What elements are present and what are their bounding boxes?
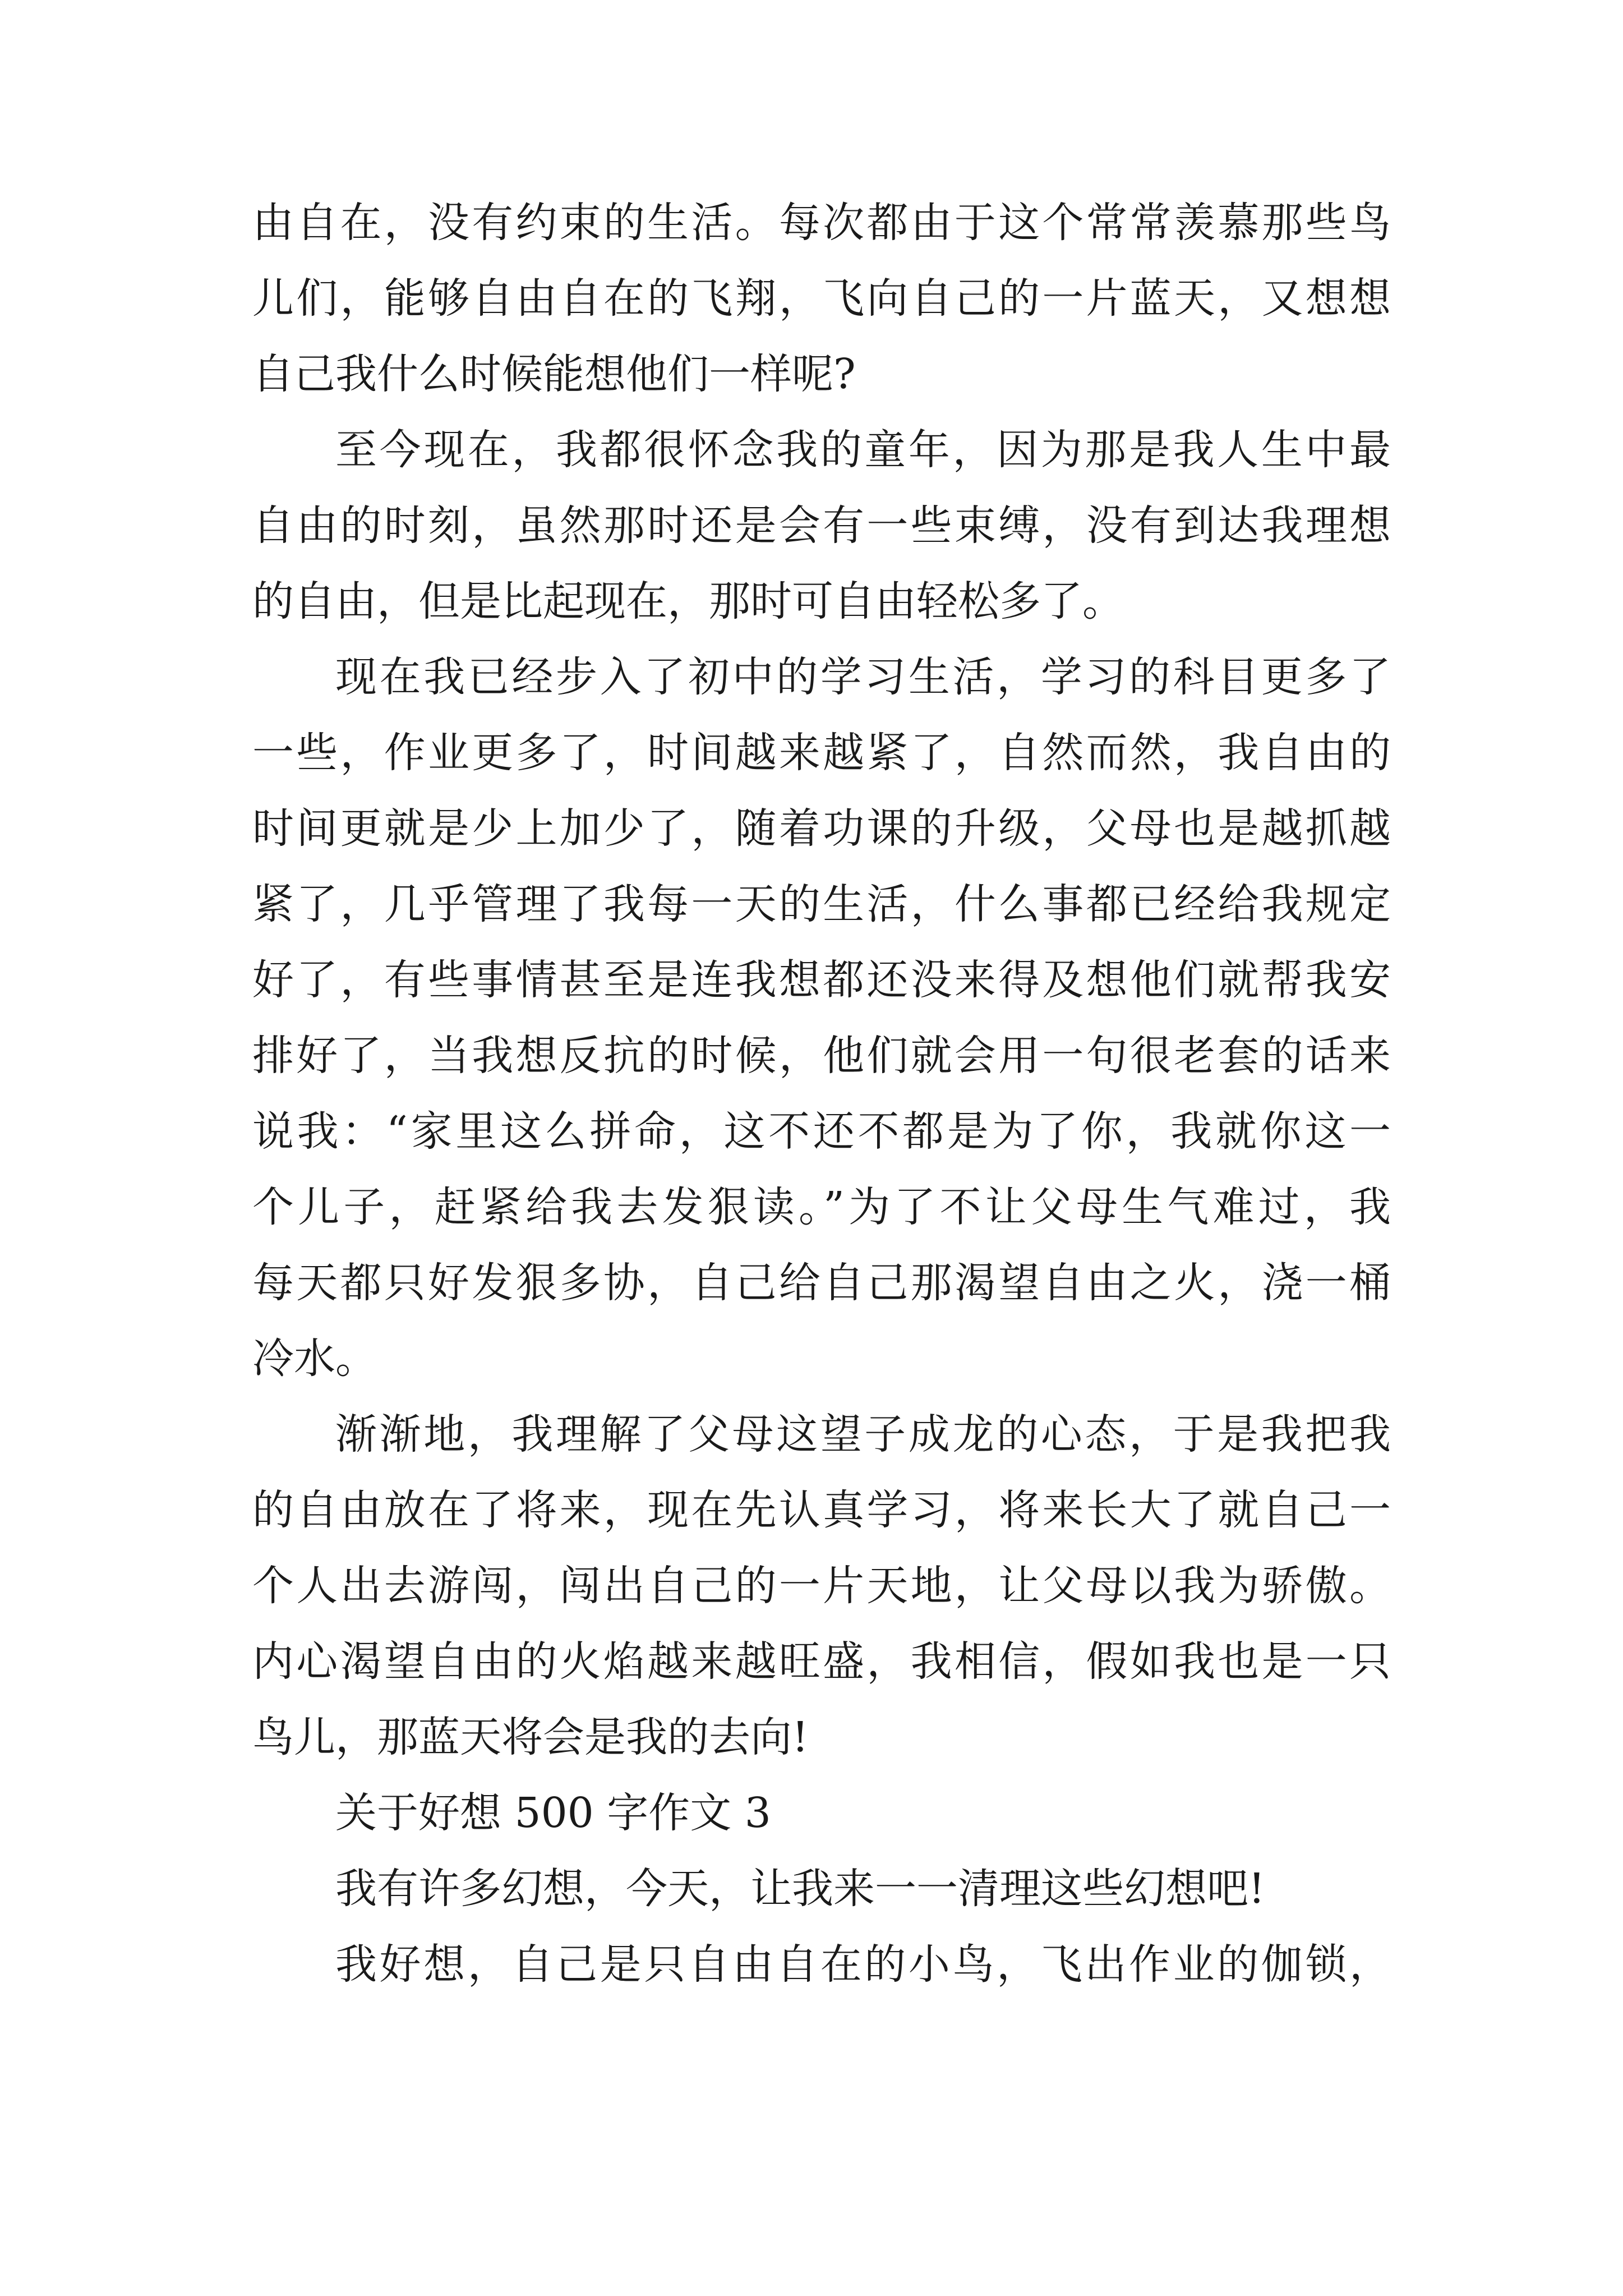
text-line: 冷水。 (252, 1335, 377, 1383)
text-line: 好了，有些事情甚至是连我想都还没来得及想他们就帮我安 (252, 956, 1391, 1004)
document-body (252, 185, 1391, 2003)
text-line: 说我：“家里这么拼命，这不还不都是为了你，我就你这一 (252, 1107, 1391, 1156)
text-line: 自己我什么时候能想他们一样呢? (252, 350, 856, 398)
text-line: 个儿子，赶紧给我去发狠读。”为了不让父母生气难过，我 (252, 1183, 1391, 1231)
text-line: 儿们，能够自由自在的飞翔，飞向自己的一片蓝天，又想想 (252, 274, 1391, 323)
text-line: 个人出去游闯，闯出自己的一片天地，让父母以我为骄傲。 (252, 1562, 1391, 1610)
text-line: 现在我已经步入了初中的学习生活，学习的科目更多了 (335, 653, 1391, 701)
text-line: 鸟儿，那蓝天将会是我的去向! (252, 1713, 809, 1761)
text-line: 时间更就是少上加少了，随着功课的升级，父母也是越抓越 (252, 804, 1391, 853)
text-line: 由自在，没有约束的生活。每次都由于这个常常羡慕那些鸟 (252, 199, 1391, 247)
text-line: 的自由放在了将来，现在先认真学习，将来长大了就自己一 (252, 1486, 1391, 1534)
text-line: 我好想，自己是只自由自在的小鸟，飞出作业的伽锁， (335, 1940, 1391, 1989)
text-line: 我有许多幻想，今天，让我来一一清理这些幻想吧! (335, 1865, 1265, 1913)
text-line: 自由的时刻，虽然那时还是会有一些束缚，没有到达我理想 (252, 501, 1391, 550)
text-line: 的自由，但是比起现在，那时可自由轻松多了。 (252, 577, 1124, 625)
text-line: 紧了，几乎管理了我每一天的生活，什么事都已经给我规定 (252, 880, 1391, 928)
section-heading: 关于好想 500 字作文 3 (335, 1789, 771, 1837)
text-line: 渐渐地，我理解了父母这望子成龙的心态，于是我把我 (335, 1410, 1391, 1458)
text-line: 至今现在，我都很怀念我的童年，因为那是我人生中最 (335, 426, 1391, 474)
text-line: 内心渴望自由的火焰越来越旺盛，我相信，假如我也是一只 (252, 1637, 1391, 1686)
text-line: 一些，作业更多了，时间越来越紧了，自然而然，我自由的 (252, 729, 1391, 777)
text-line: 排好了，当我想反抗的时候，他们就会用一句很老套的话来 (252, 1032, 1391, 1080)
text-line: 每天都只好发狠多协，自己给自己那渴望自由之火，浇一桶 (252, 1259, 1391, 1307)
